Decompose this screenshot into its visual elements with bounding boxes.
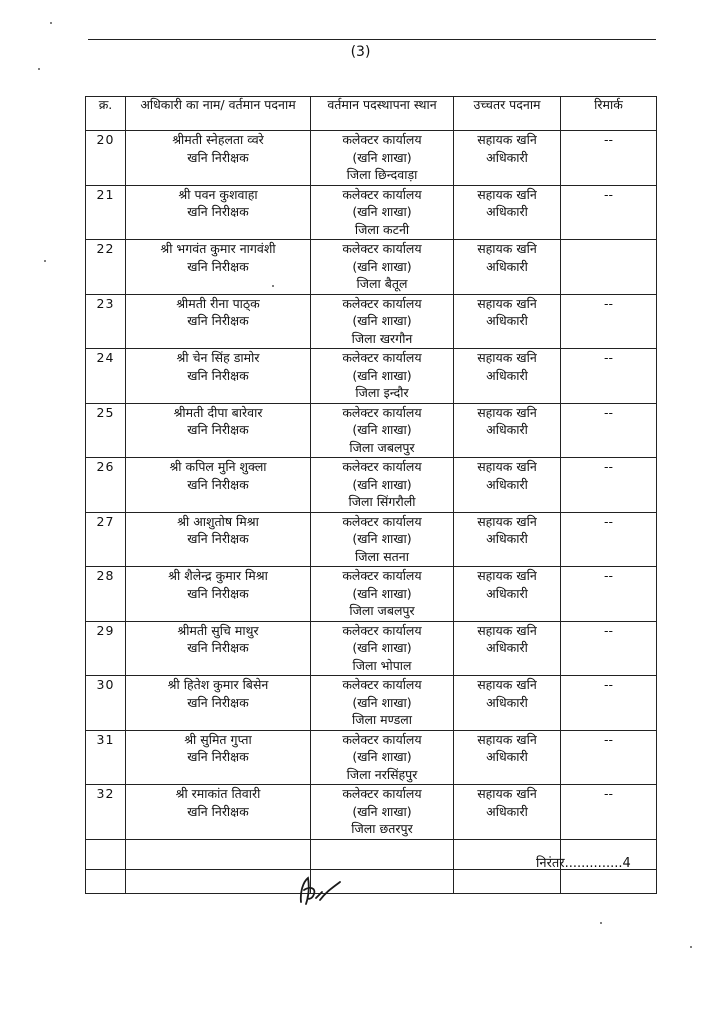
cell-posting-posting-office: कलेक्टर कार्यालय: [342, 568, 422, 583]
cell-sno: [86, 512, 126, 567]
cell-name-designation: खनि निरीक्षक: [187, 531, 249, 546]
cell-posting-posting-district: जिला नरसिंहपुर: [346, 766, 418, 782]
cell-posting: [311, 730, 454, 785]
cell-posting-posting-district: जिला इन्दौर: [355, 385, 409, 400]
table-row: [86, 294, 657, 349]
cell-name: [126, 403, 311, 458]
cell-name: [126, 730, 311, 785]
cell-higher-post-higher-post-1: सहायक खनि: [477, 295, 537, 311]
cell-posting: [311, 131, 454, 186]
cell-higher-post-higher-post-2: अधिकारी: [486, 367, 528, 383]
cell-name-designation: खनि निरीक्षक: [187, 640, 249, 655]
cell-name-designation: खनि निरीक्षक: [187, 204, 249, 219]
cell-posting-posting-branch: (खनि शाखा): [352, 803, 412, 819]
signature-icon: [296, 872, 346, 908]
cell-higher-post-higher-post-2: अधिकारी: [486, 204, 528, 219]
cell-name-name: श्री भगवंत कुमार नागवंशी: [160, 241, 276, 256]
cell-name-designation: खनि निरीक्षक: [187, 367, 249, 383]
cell-name-designation: खनि निरीक्षक: [187, 313, 249, 328]
cell-remark: [561, 567, 657, 622]
cell-posting: [311, 512, 454, 567]
cell-posting-posting-office: कलेक्टर कार्यालय: [342, 459, 422, 474]
cell-name-name: श्रीमती सुचि माथुर: [177, 622, 259, 638]
cell-remark-remark: --: [603, 186, 614, 202]
scan-speck: [600, 922, 602, 924]
cell-posting-posting-branch: (खनि शाखा): [352, 313, 412, 328]
cell-name-name: श्री चेन सिंह डामोर: [176, 350, 260, 365]
cell-posting-posting-district: जिला भोपाल: [352, 657, 412, 673]
cell-name-name: श्री सुमित गुप्ता: [184, 731, 252, 747]
table-row: [86, 730, 657, 785]
cell-posting: [311, 785, 454, 840]
cell-higher-post-higher-post-1: सहायक खनि: [477, 132, 537, 147]
cell-name-designation: खनि निरीक्षक: [187, 585, 249, 601]
cell-posting-posting-district: जिला छिन्दवाड़ा: [346, 167, 418, 182]
cell-higher-post: [454, 730, 561, 785]
table-row: [86, 676, 657, 731]
cell-higher-post: [454, 676, 561, 731]
cell-name-designation: खनि निरीक्षक: [187, 476, 249, 492]
cell-name: [126, 512, 311, 567]
cell-sno-sno: 26: [96, 459, 115, 474]
table-row: [86, 512, 657, 567]
scan-speck: [44, 260, 46, 262]
cell-posting-posting-branch: (खनि शाखा): [352, 204, 412, 219]
cell-remark: [561, 185, 657, 240]
continued-label: निरंतर..............4: [536, 856, 631, 871]
cell-sno-sno: 27: [96, 513, 115, 529]
cell-higher-post: [454, 240, 561, 295]
cell-posting-posting-district: जिला जबलपुर: [349, 439, 415, 455]
cell-posting-posting-office: कलेक्टर कार्यालय: [342, 622, 422, 638]
cell-higher-post-higher-post-1: सहायक खनि: [477, 568, 537, 583]
cell-higher-post: [454, 567, 561, 622]
cell-remark: [561, 730, 657, 785]
cell-posting: [311, 349, 454, 404]
cell-posting-posting-district: जिला बैतूल: [356, 276, 408, 291]
cell-name-designation: खनि निरीक्षक: [187, 422, 249, 437]
cell-remark: [561, 403, 657, 458]
cell-higher-post: [454, 185, 561, 240]
cell-posting-posting-office: कलेक्टर कार्यालय: [342, 186, 422, 202]
cell-higher-post-higher-post-2: अधिकारी: [486, 585, 528, 601]
cell-sno: [86, 567, 126, 622]
cell-remark: [561, 349, 657, 404]
cell-posting-posting-district: जिला जबलपुर: [349, 603, 415, 618]
cell-posting-posting-office: कलेक्टर कार्यालय: [342, 677, 422, 692]
table-row: [86, 458, 657, 513]
cell-higher-post-higher-post-1: सहायक खनि: [477, 241, 537, 256]
cell-remark: [561, 621, 657, 676]
table-row: [86, 131, 657, 186]
cell-posting-posting-branch: (खनि शाखा): [352, 531, 412, 546]
cell-higher-post-higher-post-1: सहायक खनि: [477, 350, 537, 365]
cell-remark: [561, 512, 657, 567]
cell-remark-remark: --: [603, 513, 614, 529]
table-row: [86, 785, 657, 840]
cell-name: [126, 294, 311, 349]
cell-higher-post: [454, 349, 561, 404]
cell-remark: [561, 294, 657, 349]
cell-posting: [311, 240, 454, 295]
header-remark: रिमार्क: [561, 97, 657, 131]
cell-remark-remark: --: [603, 731, 614, 747]
cell-posting: [311, 676, 454, 731]
cell-sno-sno: 21: [96, 186, 115, 202]
cell-name-name: श्री पवन कुशवाहा: [178, 186, 258, 202]
cell-name-designation: खनि निरीक्षक: [187, 803, 249, 819]
cell-posting-posting-district: जिला छतरपुर: [351, 821, 413, 836]
cell-posting-posting-office: कलेक्टर कार्यालय: [342, 241, 422, 256]
cell-posting-posting-district: जिला मण्डला: [351, 712, 412, 727]
cell-sno-sno: 24: [96, 350, 115, 365]
cell-name-designation: खनि निरीक्षक: [187, 694, 249, 710]
cell-higher-post-higher-post-1: सहायक खनि: [477, 786, 537, 801]
cell-remark: [561, 240, 657, 295]
cell-higher-post-higher-post-1: सहायक खनि: [477, 731, 537, 747]
cell-posting-posting-office: कलेक्टर कार्यालय: [342, 404, 422, 420]
cell-posting-posting-district: जिला कटनी: [354, 221, 410, 237]
cell-name-name: श्रीमती स्नेहलता व्वरे: [172, 132, 264, 147]
table-row: [86, 621, 657, 676]
cell-higher-post-higher-post-2: अधिकारी: [486, 422, 528, 437]
header-name: अधिकारी का नाम/ वर्तमान पदनाम: [126, 97, 311, 131]
cell-remark-remark: --: [603, 132, 614, 147]
cell-remark-remark: --: [603, 568, 614, 583]
cell-sno-sno: 30: [96, 677, 115, 692]
cell-posting-posting-office: कलेक्टर कार्यालय: [342, 350, 422, 365]
scan-speck: [690, 946, 692, 948]
cell-higher-post-higher-post-2: अधिकारी: [486, 640, 528, 655]
scan-speck: [38, 68, 40, 70]
cell-higher-post-higher-post-2: अधिकारी: [486, 476, 528, 492]
cell-posting-posting-office: कलेक्टर कार्यालय: [342, 132, 422, 147]
cell-posting-posting-office: कलेक्टर कार्यालय: [342, 295, 422, 311]
cell-sno: [86, 240, 126, 295]
cell-higher-post-higher-post-1: सहायक खनि: [477, 513, 537, 529]
cell-name: [126, 621, 311, 676]
cell-posting-posting-branch: (खनि शाखा): [352, 149, 412, 165]
cell-sno: [86, 131, 126, 186]
cell-remark: [561, 458, 657, 513]
cell-posting-posting-district: जिला सतना: [355, 548, 409, 564]
page-number: (3): [350, 44, 371, 60]
table-row: [86, 349, 657, 404]
cell-name-name: श्री कपिल मुनि शुक्ला: [169, 459, 267, 474]
cell-posting-posting-district: जिला खरगौन: [351, 330, 413, 346]
cell-name: [126, 349, 311, 404]
table-row: [86, 567, 657, 622]
cell-name: [126, 676, 311, 731]
cell-posting: [311, 567, 454, 622]
cell-sno: [86, 676, 126, 731]
cell-sno: [86, 185, 126, 240]
top-rule: [88, 39, 656, 40]
header-higher-post: उच्चतर पदनाम: [454, 97, 561, 131]
cell-sno: [86, 294, 126, 349]
cell-higher-post-higher-post-1: सहायक खनि: [477, 677, 537, 692]
cell-name-name: श्री हितेश कुमार बिसेन: [167, 677, 269, 692]
cell-higher-post-higher-post-2: अधिकारी: [486, 313, 528, 328]
cell-remark-remark: --: [603, 350, 614, 365]
cell-higher-post-higher-post-1: सहायक खनि: [477, 622, 537, 638]
table-row: [86, 403, 657, 458]
cell-remark-remark: --: [603, 786, 614, 801]
cell-sno-sno: 29: [96, 622, 115, 638]
cell-higher-post-higher-post-1: सहायक खनि: [477, 459, 537, 474]
cell-sno: [86, 403, 126, 458]
cell-sno: [86, 785, 126, 840]
cell-name: [126, 567, 311, 622]
table-row: [86, 240, 657, 295]
cell-posting: [311, 403, 454, 458]
header-posting: वर्तमान पदस्थापना स्थान: [311, 97, 454, 131]
scan-speck: [50, 22, 52, 24]
cell-name-designation: खनि निरीक्षक: [187, 749, 249, 764]
cell-posting-posting-district: जिला सिंगरौली: [348, 494, 416, 509]
cell-posting-posting-branch: (खनि शाखा): [352, 422, 412, 437]
cell-name: [126, 240, 311, 295]
cell-sno: [86, 621, 126, 676]
cell-higher-post-higher-post-2: अधिकारी: [486, 531, 528, 546]
cell-remark: [561, 676, 657, 731]
cell-remark-remark: --: [603, 295, 614, 311]
cell-name: [126, 185, 311, 240]
cell-higher-post: [454, 458, 561, 513]
cell-remark-remark: --: [603, 459, 614, 474]
cell-name-name: श्रीमती रीना पाठ्क: [176, 295, 260, 311]
cell-sno-sno: 23: [96, 295, 115, 311]
cell-posting-posting-branch: (खनि शाखा): [352, 258, 412, 274]
cell-sno-sno: 22: [96, 241, 115, 256]
cell-name-name: श्रीमती दीपा बारेवार: [173, 404, 263, 420]
cell-posting-posting-branch: (खनि शाखा): [352, 640, 412, 655]
cell-posting: [311, 185, 454, 240]
table-row: [86, 185, 657, 240]
cell-posting: [311, 294, 454, 349]
cell-sno-sno: 31: [96, 731, 115, 747]
cell-remark-remark: --: [603, 677, 614, 692]
cell-higher-post-higher-post-2: अधिकारी: [486, 749, 528, 764]
header-sno: क्र.: [86, 97, 126, 131]
cell-posting-posting-office: कलेक्टर कार्यालय: [342, 786, 422, 801]
cell-posting: [311, 458, 454, 513]
cell-sno-sno: 25: [96, 404, 115, 420]
cell-remark-remark: --: [603, 622, 614, 638]
cell-name: [126, 785, 311, 840]
cell-higher-post: [454, 294, 561, 349]
cell-sno: [86, 458, 126, 513]
cell-posting-posting-branch: (खनि शाखा): [352, 367, 412, 383]
cell-sno: [86, 349, 126, 404]
cell-higher-post: [454, 512, 561, 567]
cell-remark: [561, 131, 657, 186]
cell-posting-posting-office: कलेक्टर कार्यालय: [342, 731, 422, 747]
cell-higher-post: [454, 131, 561, 186]
cell-name-name: श्री आशुतोष मिश्रा: [177, 513, 259, 529]
cell-higher-post-higher-post-2: अधिकारी: [486, 149, 528, 165]
cell-name-name: श्री शैलेन्द्र कुमार मिश्रा: [168, 568, 268, 583]
cell-name-name: श्री रमाकांत तिवारी: [175, 786, 261, 801]
cell-remark: [561, 785, 657, 840]
cell-higher-post-higher-post-1: सहायक खनि: [477, 186, 537, 202]
cell-higher-post-higher-post-2: अधिकारी: [486, 694, 528, 710]
cell-posting: [311, 621, 454, 676]
officer-list-table: [85, 96, 657, 894]
cell-remark-remark: --: [603, 404, 614, 420]
cell-name: [126, 458, 311, 513]
empty-cell: [126, 839, 311, 894]
cell-sno-sno: 20: [96, 132, 115, 147]
cell-higher-post: [454, 785, 561, 840]
cell-posting-posting-office: कलेक्टर कार्यालय: [342, 513, 422, 529]
cell-higher-post-higher-post-2: अधिकारी: [486, 258, 528, 274]
cell-sno-sno: 32: [96, 786, 115, 801]
cell-posting-posting-branch: (खनि शाखा): [352, 694, 412, 710]
table-header-row: [86, 97, 657, 131]
cell-higher-post-higher-post-1: सहायक खनि: [477, 404, 537, 420]
cell-posting-posting-branch: (खनि शाखा): [352, 749, 412, 764]
cell-higher-post: [454, 403, 561, 458]
cell-sno: [86, 730, 126, 785]
cell-posting-posting-branch: (खनि शाखा): [352, 476, 412, 492]
cell-name: [126, 131, 311, 186]
cell-name-designation: खनि निरीक्षक: [187, 258, 249, 274]
cell-higher-post-higher-post-2: अधिकारी: [486, 803, 528, 819]
cell-higher-post: [454, 621, 561, 676]
empty-cell: [86, 839, 126, 894]
cell-name-designation: खनि निरीक्षक: [187, 149, 249, 165]
cell-sno-sno: 28: [96, 568, 115, 583]
cell-posting-posting-branch: (खनि शाखा): [352, 585, 412, 601]
scan-speck: [272, 285, 274, 287]
